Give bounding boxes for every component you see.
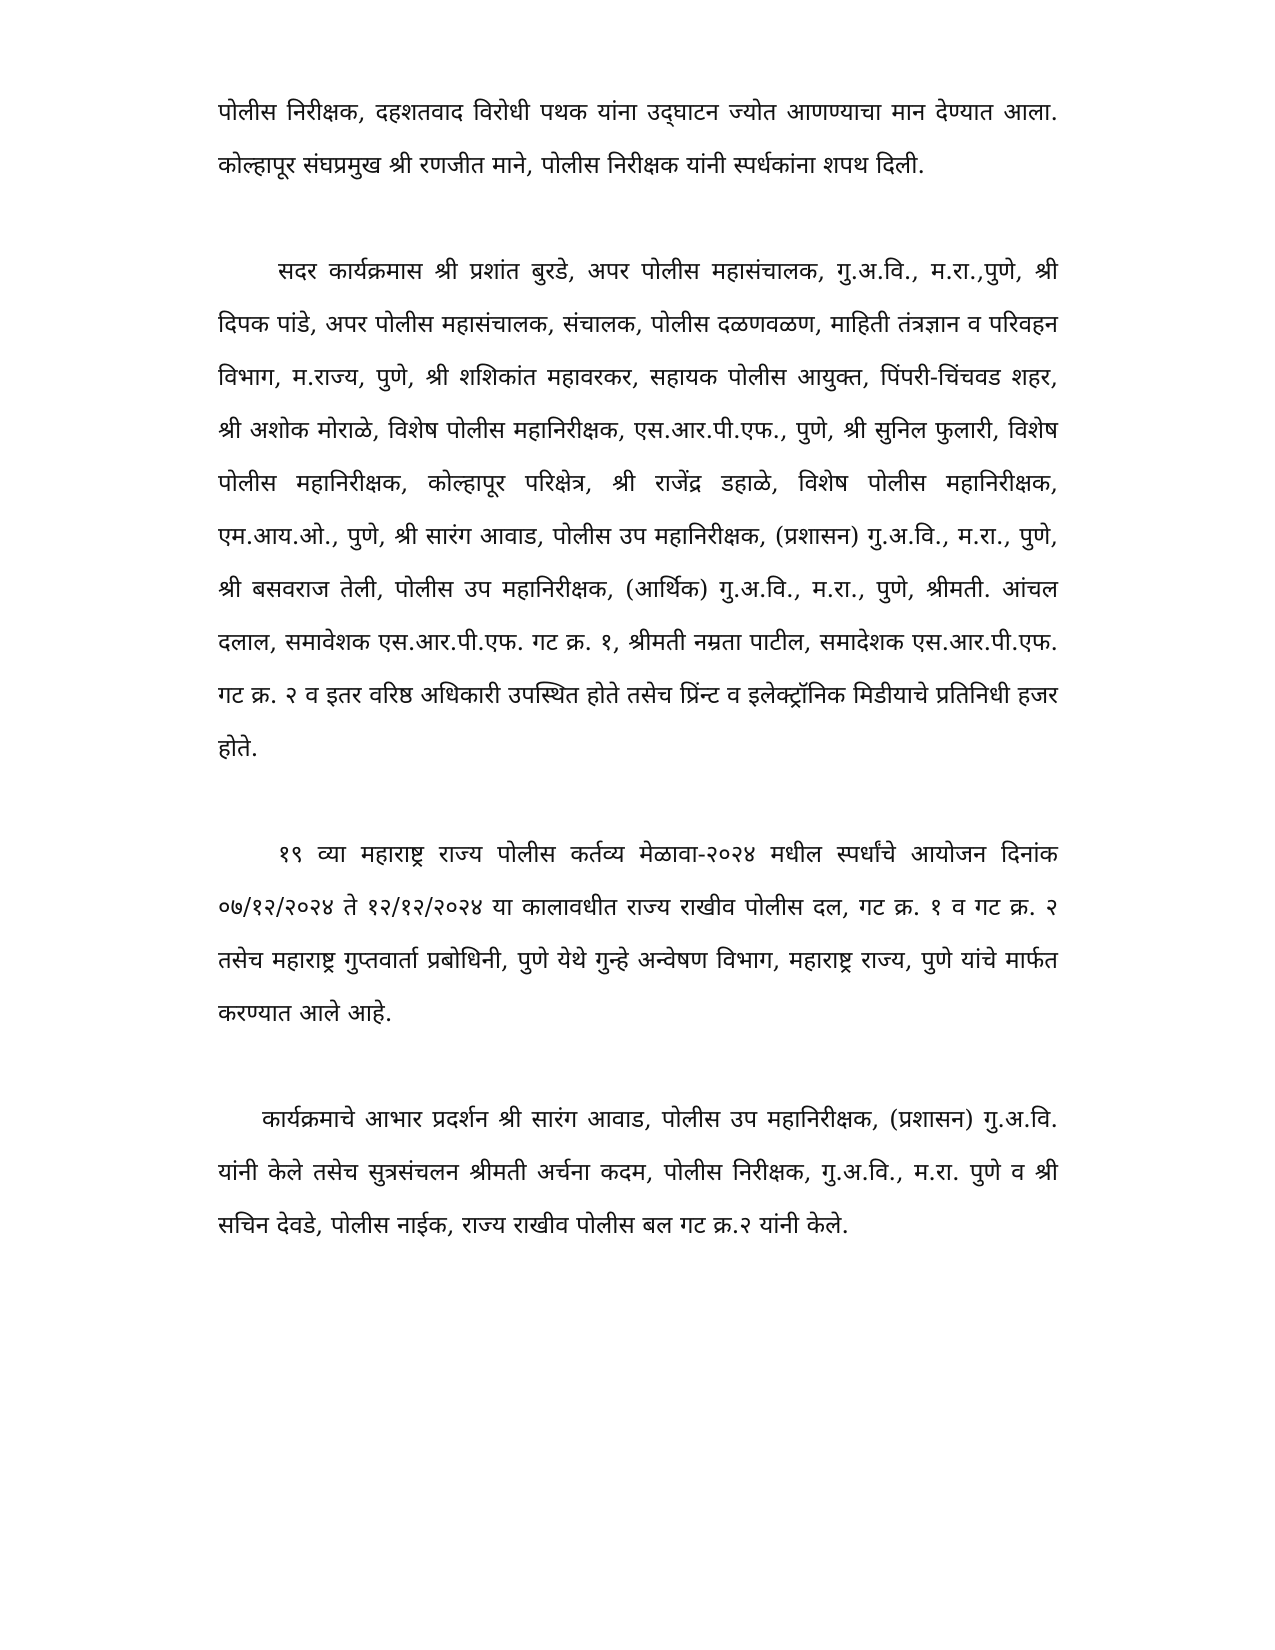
paragraph-gap xyxy=(218,775,1058,828)
paragraph-gap xyxy=(218,1040,1058,1093)
paragraph-event-schedule: १९ व्या महाराष्ट्र राज्य पोलीस कर्तव्य मेळावा-२०२४ मधील स्पर्धांचे आयोजन दिनांक ०७/१२/२०२४ ते १२/१२/२०२४ या कालावधीत राज्य राखीव पोलीस दल, गट क्र. १ व गट क्र. २ तसेच महाराष्ट्र गुप्तवार्ता प्रबोधिनी, पुणे येथे गुन्हे अन्वेषण विभाग, महाराष्ट्र राज्य, पुणे यांचे मार्फत करण्यात आले आहे. xyxy=(218,840,1058,1027)
paragraph-attendees: सदर कार्यक्रमास श्री प्रशांत बुरडे, अपर पोलीस महासंचालक, गु.अ.वि., म.रा.,पुणे, श्री दिपक पांडे, अपर पोलीस महासंचालक, संचालक, पोलीस दळणवळण, माहिती तंत्रज्ञान व परिवहन विभाग, म.राज्य, पुणे, श्री शशिकांत महावरकर, सहायक पोलीस आयुक्त, पिंपरी-चिंचवड शहर, श्री अशोक मोराळे, विशेष पोलीस महानिरीक्षक, एस.आर.पी.एफ., पुणे, श्री सुनिल फुलारी, विशेष पोलीस महानिरीक्षक, कोल्हापूर परिक्षेत्र, श्री राजेंद्र डहाळे, विशेष पोलीस महानिरीक्षक, एम.आय.ओ., पुणे, श्री सारंग आवाड, पोलीस उप महानिरीक्षक, (प्रशासन) गु.अ.वि., म.रा., पुणे, श्री बसवराज तेली, पोलीस उप महानिरीक्षक, (आर्थिक) गु.अ.वि., म.रा., पुणे, श्रीमती. आंचल दलाल, समावेशक एस.आर.पी.एफ. गट क्र. १, श्रीमती नम्रता पाटील, समादेशक एस.आर.पी.एफ. गट क्र. २ व इतर वरिष्ठ अधिकारी उपस्थित होते तसेच प्रिंन्ट व इलेक्ट्रॉनिक मिडीयाचे प्रतिनिधी हजर होते. xyxy=(218,257,1058,762)
paragraph-gap xyxy=(218,192,1058,245)
paragraph-vote-of-thanks: कार्यक्रमाचे आभार प्रदर्शन श्री सारंग आवाड, पोलीस उप महानिरीक्षक, (प्रशासन) गु.अ.वि. यांनी केले तसेच सुत्रसंचलन श्रीमती अर्चना कदम, पोलीस निरीक्षक, गु.अ.वि., म.रा. पुणे व श्री सचिन देवडे, पोलीस नाईक, राज्य राखीव पोलीस बल गट क्र.२ यांनी केले. xyxy=(218,1105,1058,1239)
paragraph-opening: पोलीस निरीक्षक, दहशतवाद विरोधी पथक यांना उद्‌घाटन ज्योत आणण्याचा मान देण्यात आला. कोल्हापूर संघप्रमुख श्री रणजीत माने, पोलीस निरीक्षक यांनी स्पर्धकांना शपथ दिली. xyxy=(218,98,1058,179)
document-body xyxy=(218,86,1058,1252)
